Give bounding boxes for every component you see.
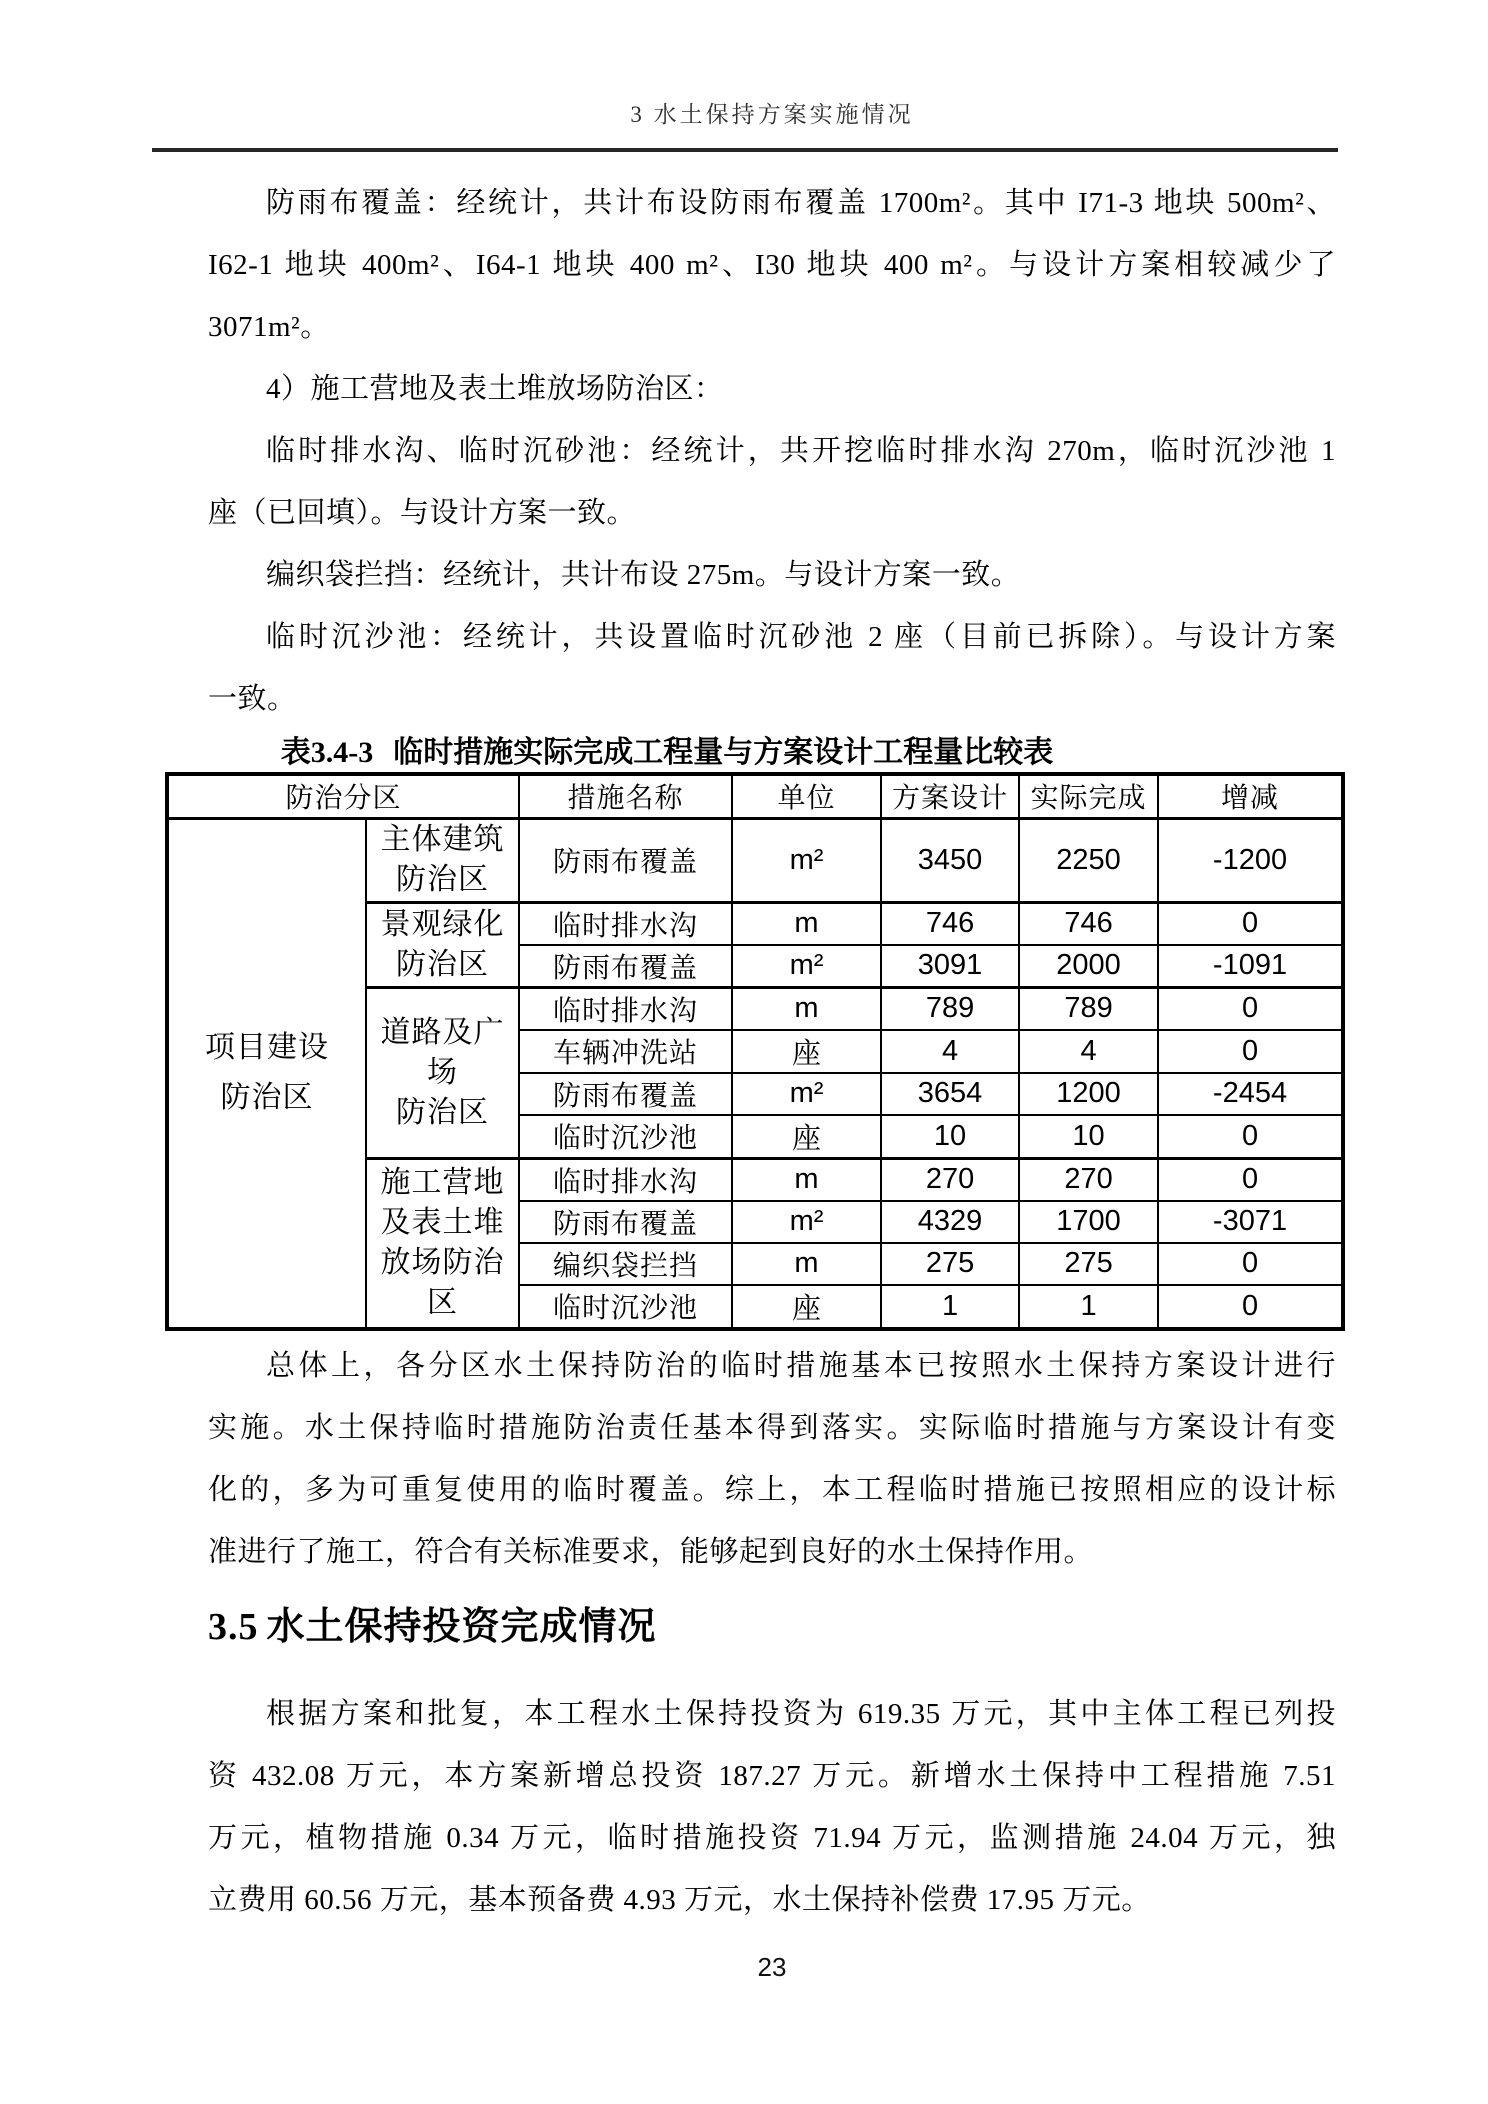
- text-line: 资 432.08 万元，本方案新增总投资 187.27 万元。新增水土保持中工程措施 7.51: [208, 1759, 1336, 1792]
- measure-cell: 临时排水沟: [519, 1158, 732, 1201]
- unit-cell: m²: [732, 945, 881, 988]
- column-header-unit: 单位: [732, 774, 881, 818]
- paragraph-sandbag: [208, 544, 1336, 606]
- design-cell: 4329: [881, 1201, 1019, 1243]
- table-wrapper: [165, 772, 1341, 1331]
- measure-cell: 临时排水沟: [519, 987, 732, 1030]
- measure-cell: 临时沉沙池: [519, 1115, 732, 1159]
- column-header-design: 方案设计: [881, 774, 1019, 818]
- actual-cell: 1: [1019, 1285, 1158, 1329]
- delta-cell: -1200: [1158, 818, 1343, 902]
- actual-cell: 746: [1019, 902, 1158, 945]
- actual-cell: 2000: [1019, 945, 1158, 988]
- running-header: 3 水土保持方案实施情况: [630, 102, 914, 127]
- measure-cell: 防雨布覆盖: [519, 1201, 732, 1243]
- measure-cell: 车辆冲洗站: [519, 1030, 732, 1073]
- paragraph-investment: [208, 1683, 1336, 1931]
- measure-cell: 编织袋拦挡: [519, 1243, 732, 1285]
- actual-cell: 2250: [1019, 818, 1158, 902]
- zone-cell: 项目建设 防治区: [167, 818, 366, 1329]
- delta-cell: 0: [1158, 902, 1343, 945]
- text-line: 4）施工营地及表土堆放场防治区：: [266, 373, 724, 405]
- table-header-row: [167, 774, 1343, 818]
- page-number: 23: [757, 1951, 787, 1982]
- design-cell: 4: [881, 1030, 1019, 1073]
- actual-cell: 1200: [1019, 1073, 1158, 1115]
- table-caption-title: 临时措施实际完成工程量与方案设计工程量比较表: [393, 736, 1054, 769]
- unit-cell: m²: [732, 1201, 881, 1243]
- unit-cell: m²: [732, 818, 881, 902]
- delta-cell: 0: [1158, 1030, 1343, 1073]
- measure-cell: 临时排水沟: [519, 902, 732, 945]
- actual-cell: 270: [1019, 1158, 1158, 1201]
- section-heading-3-5: [208, 1599, 1336, 1655]
- paragraph-drainage: [208, 420, 1336, 544]
- unit-cell: 座: [732, 1115, 881, 1159]
- table-caption-label: 表3.4-3: [280, 736, 374, 769]
- measure-cell: 防雨布覆盖: [519, 945, 732, 988]
- delta-cell: -2454: [1158, 1073, 1343, 1115]
- delta-cell: 0: [1158, 1115, 1343, 1159]
- delta-cell: -1091: [1158, 945, 1343, 988]
- text-line: 总体上，各分区水土保持防治的临时措施基本已按照水土保持方案设计进行: [266, 1349, 1336, 1382]
- text-line: 万元，植物措施 0.34 万元，临时措施投资 71.94 万元，监测措施 24.04 万元，独: [208, 1821, 1336, 1854]
- design-cell: 1: [881, 1285, 1019, 1329]
- actual-cell: 789: [1019, 987, 1158, 1030]
- text-line: 根据方案和批复，本工程水土保持投资为 619.35 万元，其中主体工程已列投: [266, 1697, 1336, 1730]
- actual-cell: 4: [1019, 1030, 1158, 1073]
- design-cell: 10: [881, 1115, 1019, 1159]
- delta-cell: 0: [1158, 1285, 1343, 1329]
- actual-cell: 275: [1019, 1243, 1158, 1285]
- text-line: 座（已回填）。与设计方案一致。: [208, 497, 637, 529]
- delta-cell: 0: [1158, 1243, 1343, 1285]
- design-cell: 3091: [881, 945, 1019, 988]
- text-line: 3071m²。: [208, 311, 330, 343]
- unit-cell: 座: [732, 1030, 881, 1073]
- section-number: 3.5: [208, 1605, 259, 1648]
- measure-cell: 防雨布覆盖: [519, 818, 732, 902]
- text-line: 准进行了施工，符合有关标准要求，能够起到良好的水土保持作用。: [208, 1535, 1094, 1568]
- unit-cell: m: [732, 1158, 881, 1201]
- subzone-cell: 主体建筑 防治区: [366, 818, 519, 902]
- subzone-cell: 景观绿化 防治区: [366, 902, 519, 987]
- paragraph-rain-cover: [208, 172, 1336, 358]
- unit-cell: 座: [732, 1285, 881, 1329]
- unit-cell: m: [732, 902, 881, 945]
- column-header-actual: 实际完成: [1019, 774, 1158, 818]
- table-row: [167, 818, 1343, 902]
- text-line: 一致。: [208, 683, 297, 715]
- text-line: 防雨布覆盖：经统计，共计布设防雨布覆盖 1700m²。其中 I71-3 地块 500m²、: [266, 187, 1336, 219]
- paragraph-zone4-heading: [208, 358, 1336, 420]
- design-cell: 789: [881, 987, 1019, 1030]
- delta-cell: -3071: [1158, 1201, 1343, 1243]
- unit-cell: m²: [732, 1073, 881, 1115]
- subzone-cell: 施工营地 及表土堆 放场防治 区: [366, 1158, 519, 1329]
- page-body: [205, 0, 1336, 1985]
- delta-cell: 0: [1158, 1158, 1343, 1201]
- text-line: I62-1 地块 400m²、I64-1 地块 400 m²、I30 地块 400 m²。与设计方案相较减少了: [208, 249, 1336, 281]
- design-cell: 275: [881, 1243, 1019, 1285]
- column-header-zone: 防治分区: [167, 774, 519, 818]
- text-line: 实施。水土保持临时措施防治责任基本得到落实。实际临时措施与方案设计有变: [208, 1411, 1336, 1444]
- unit-cell: m: [732, 987, 881, 1030]
- paragraph-summary: [208, 1335, 1336, 1583]
- measure-cell: 临时沉沙池: [519, 1285, 732, 1329]
- text-line: 临时沉沙池：经统计，共设置临时沉砂池 2 座（目前已拆除）。与设计方案: [266, 621, 1336, 653]
- subzone-cell: 道路及广 场 防治区: [366, 987, 519, 1158]
- design-cell: 270: [881, 1158, 1019, 1201]
- design-cell: 746: [881, 902, 1019, 945]
- text-line: 化的，多为可重复使用的临时覆盖。综上，本工程临时措施已按照相应的设计标: [208, 1473, 1336, 1506]
- text-line: 临时排水沟、临时沉砂池：经统计，共开挖临时排水沟 270m，临时沉沙池 1: [266, 435, 1336, 467]
- comparison-table: [165, 772, 1345, 1331]
- text-line: 编织袋拦挡：经统计，共计布设 275m。与设计方案一致。: [266, 559, 1021, 591]
- actual-cell: 1700: [1019, 1201, 1158, 1243]
- design-cell: 3450: [881, 818, 1019, 902]
- unit-cell: m: [732, 1243, 881, 1285]
- text-line: 立费用 60.56 万元，基本预备费 4.93 万元，水土保持补偿费 17.95 万元。: [208, 1883, 1151, 1916]
- paragraph-sediment-pool: [208, 606, 1336, 730]
- column-header-measure: 措施名称: [519, 774, 732, 818]
- delta-cell: 0: [1158, 987, 1343, 1030]
- section-title: 水土保持投资完成情况: [266, 1605, 657, 1648]
- design-cell: 3654: [881, 1073, 1019, 1115]
- measure-cell: 防雨布覆盖: [519, 1073, 732, 1115]
- column-header-delta: 增减: [1158, 774, 1343, 818]
- actual-cell: 10: [1019, 1115, 1158, 1159]
- table-caption: [208, 734, 1336, 772]
